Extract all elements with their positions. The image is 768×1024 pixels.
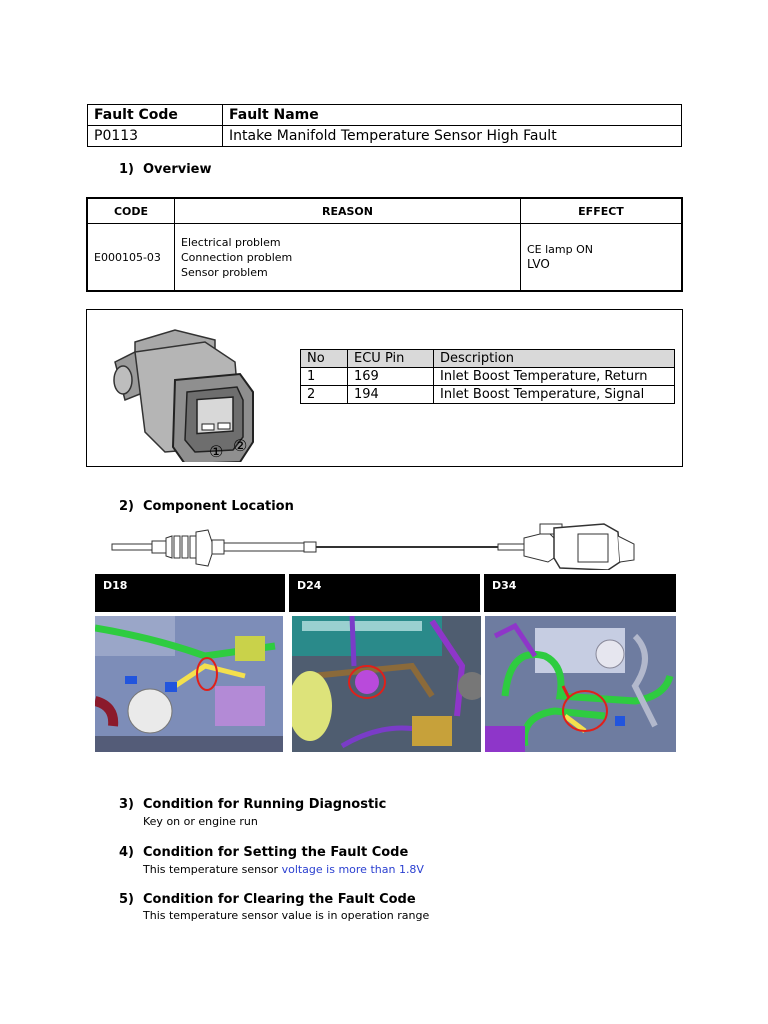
description-column-header: Description — [434, 350, 675, 368]
clearing-fault-heading: 5) Condition for Clearing the Fault Code — [119, 892, 416, 907]
location-header-d18: D18 — [95, 574, 285, 612]
setting-fault-text: This temperature sensor voltage is more than 1.8V — [143, 863, 424, 876]
pin-description-cell: Inlet Boost Temperature, Signal — [434, 386, 675, 404]
connector-pinout-box — [86, 309, 683, 467]
pin-table-row — [301, 386, 675, 404]
engine-image-d24 — [292, 616, 481, 752]
sensor-illustration — [108, 518, 648, 570]
fault-code-header: Fault Code — [88, 105, 223, 126]
fault-table-row — [88, 126, 682, 147]
reason-line: Electrical problem — [181, 235, 281, 249]
fault-name-value: Intake Manifold Temperature Sensor High Fault — [223, 126, 682, 147]
overview-row — [87, 224, 682, 292]
reason-line: Sensor problem — [181, 265, 268, 279]
location-header-d24: D24 — [289, 574, 480, 612]
code-column-header: CODE — [87, 198, 175, 224]
component-location-heading: 2) Component Location — [119, 499, 294, 514]
fault-name-header: Fault Name — [223, 105, 682, 126]
effect-line: LVO — [527, 257, 550, 271]
pin-table-row — [301, 368, 675, 386]
pin-1-label: ① — [209, 442, 224, 461]
running-diagnostic-text: Key on or engine run — [143, 815, 258, 828]
effect-cell — [521, 224, 683, 292]
fault-code-table — [87, 104, 682, 147]
reason-line: Connection problem — [181, 250, 293, 264]
overview-header-row — [87, 198, 682, 224]
pin-table-header-row — [301, 350, 675, 368]
ecu-pin-column-header: ECU Pin — [348, 350, 434, 368]
fault-table-header-row — [88, 105, 682, 126]
engine-image-d18 — [95, 616, 283, 752]
ecu-pin-table — [300, 349, 675, 404]
overview-heading: 1) Overview — [119, 162, 212, 177]
ecu-pin-cell: 169 — [348, 368, 434, 386]
reason-cell — [175, 224, 521, 292]
reason-column-header: REASON — [175, 198, 521, 224]
location-header-d34: D34 — [484, 574, 676, 612]
pin-description-cell: Inlet Boost Temperature, Return — [434, 368, 675, 386]
engine-image-d34 — [485, 616, 676, 752]
pin-no-cell: 2 — [301, 386, 348, 404]
dtc-code-cell: E000105-03 — [87, 224, 175, 292]
setting-fault-heading: 4) Condition for Setting the Fault Code — [119, 845, 409, 860]
fault-code-value: P0113 — [88, 126, 223, 147]
pin-no-cell: 1 — [301, 368, 348, 386]
pin-2-label: ② — [233, 436, 248, 455]
effect-column-header: EFFECT — [521, 198, 683, 224]
clearing-fault-text: This temperature sensor value is in operation range — [143, 909, 430, 922]
voltage-threshold-text: voltage is more than 1.8V — [281, 863, 424, 876]
no-column-header: No — [301, 350, 348, 368]
effect-line: CE lamp ON — [527, 243, 594, 256]
running-diagnostic-heading: 3) Condition for Running Diagnostic — [119, 797, 387, 812]
overview-table — [86, 197, 683, 292]
ecu-pin-cell: 194 — [348, 386, 434, 404]
